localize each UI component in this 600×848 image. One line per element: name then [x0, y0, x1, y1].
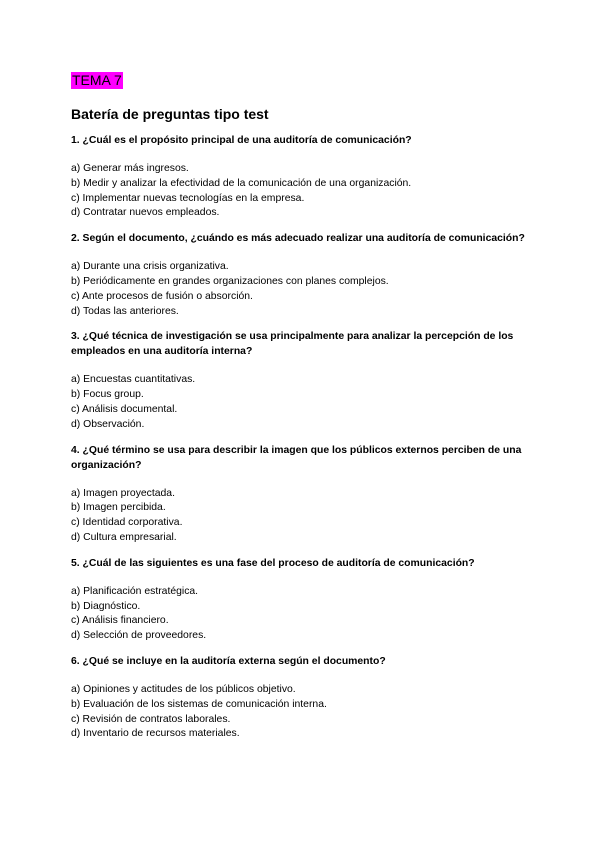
question-title: 6. ¿Qué se incluye en la auditoría externa según el documento? — [71, 655, 386, 667]
question-title: 2. Según el documento, ¿cuándo es más adecuado realizar una auditoría de comunicación? — [71, 233, 525, 245]
answer-option: d) Contratar nuevos empleados. — [71, 207, 220, 219]
answer-option: b) Evaluación de los sistemas de comunicación interna. — [71, 698, 327, 710]
answer-option: a) Generar más ingresos. — [71, 163, 189, 174]
question-list — [71, 133, 531, 752]
question-block — [71, 556, 531, 644]
answer-option: d) Observación. — [71, 418, 145, 430]
question-block — [71, 133, 531, 221]
answer-option: b) Diagnóstico. — [71, 600, 141, 612]
answer-option: b) Imagen percibida. — [71, 502, 166, 514]
question-block — [71, 443, 531, 546]
question-title: 4. ¿Qué término se usa para describir la imagen que los públicos externos perciben de una organización? — [71, 444, 522, 471]
question-block — [71, 329, 531, 432]
answer-option: d) Selección de proveedores. — [71, 630, 207, 642]
question-title: 3. ¿Qué técnica de investigación se usa principalmente para analizar la percepción de los empleados en una auditoría interna? — [71, 331, 514, 358]
answer-option: d) Todas las anteriores. — [71, 305, 179, 317]
question-block — [71, 231, 531, 319]
answer-option: a) Planificación estratégica. — [71, 585, 199, 597]
answer-option: c) Análisis financiero. — [71, 615, 169, 627]
answer-option: c) Análisis documental. — [71, 403, 178, 415]
tema-heading: TEMA 7 — [72, 72, 122, 88]
answer-option: a) Durante una crisis organizativa. — [71, 261, 229, 273]
answer-option: d) Cultura empresarial. — [71, 531, 177, 543]
answer-option: d) Inventario de recursos materiales. — [71, 728, 240, 740]
answer-option: a) Opiniones y actitudes de los públicos objetivo. — [71, 683, 296, 695]
answer-option: c) Ante procesos de fusión o absorción. — [71, 290, 253, 302]
question-title: 1. ¿Cuál es el propósito principal de una auditoría de comunicación? — [71, 135, 412, 146]
answer-option: c) Identidad corporativa. — [71, 517, 183, 529]
question-title: 5. ¿Cuál de las siguientes es una fase del proceso de auditoría de comunicación? — [71, 557, 475, 569]
answer-option: c) Revisión de contratos laborales. — [71, 713, 231, 725]
question-block — [71, 654, 531, 742]
answer-option: c) Implementar nuevas tecnologías en la empresa. — [71, 192, 305, 204]
page-subtitle: Batería de preguntas tipo test — [71, 106, 269, 122]
answer-option: b) Focus group. — [71, 389, 144, 401]
answer-option: a) Imagen proyectada. — [71, 487, 175, 499]
answer-option: b) Medir y analizar la efectividad de la comunicación de una organización. — [71, 177, 412, 189]
answer-option: b) Periódicamente en grandes organizaciones con planes complejos. — [71, 275, 389, 287]
answer-option: a) Encuestas cuantitativas. — [71, 374, 196, 386]
